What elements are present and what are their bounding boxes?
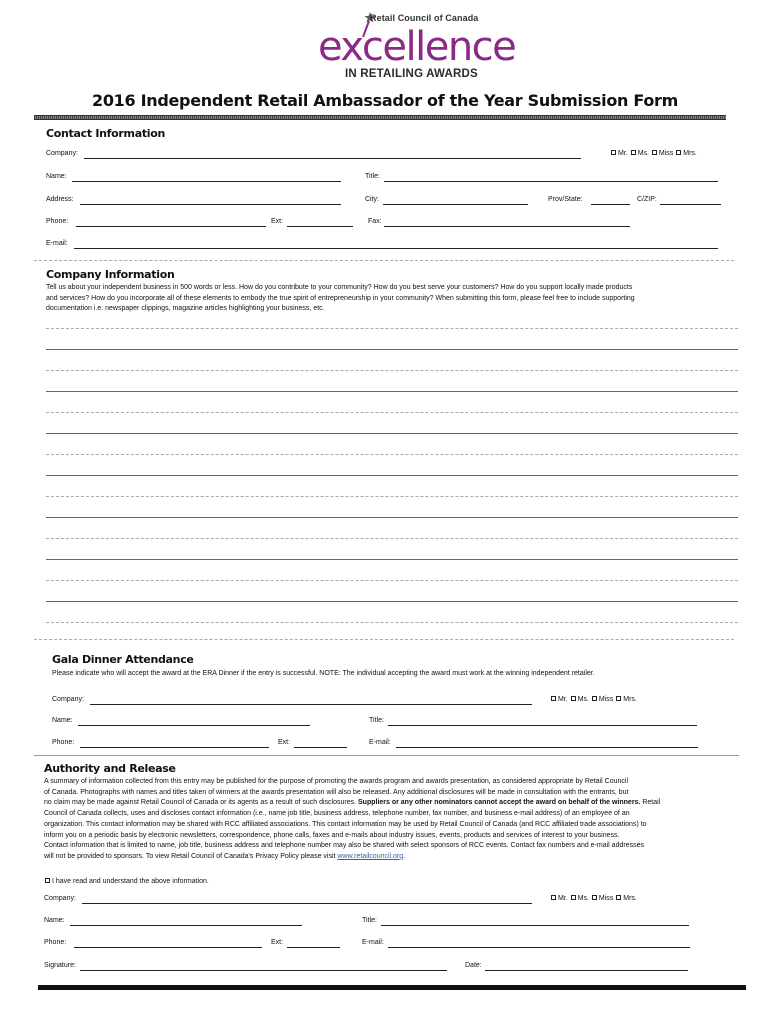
privacy-policy-link[interactable]: www.retailcouncil.org bbox=[337, 852, 404, 860]
auth-ext-label: Ext: bbox=[271, 939, 284, 946]
contact-zip-field[interactable] bbox=[660, 204, 721, 205]
auth-ext-field[interactable] bbox=[287, 947, 340, 948]
gala-name-label: Name: bbox=[52, 717, 73, 724]
writing-line[interactable] bbox=[46, 433, 738, 434]
form-title: 2016 Independent Retail Ambassador of the Year Submission Form bbox=[91, 91, 679, 110]
contact-name-field[interactable] bbox=[72, 181, 341, 182]
logo-wordmark: excellence bbox=[318, 24, 516, 70]
auth-company-field[interactable] bbox=[82, 903, 532, 904]
contact-address-field[interactable] bbox=[80, 204, 341, 205]
gala-email-field[interactable] bbox=[396, 747, 698, 748]
logo-awards-name: IN RETAILING AWARDS bbox=[345, 68, 478, 80]
auth-phone-label: Phone: bbox=[44, 939, 67, 946]
date-field[interactable] bbox=[485, 970, 688, 971]
acknowledge-checkbox[interactable] bbox=[45, 878, 50, 883]
contact-ext-field[interactable] bbox=[287, 226, 353, 227]
writing-line[interactable] bbox=[46, 580, 738, 581]
writing-line[interactable] bbox=[46, 517, 738, 518]
writing-line[interactable] bbox=[46, 370, 738, 371]
excellence-logo bbox=[300, 10, 516, 86]
contact-prov-field[interactable] bbox=[591, 204, 630, 205]
contact-phone-field[interactable] bbox=[76, 226, 266, 227]
contact-name-label: Name: bbox=[46, 173, 67, 180]
gala-heading: Gala Dinner Attendance bbox=[52, 653, 194, 666]
authority-heading: Authority and Release bbox=[44, 762, 176, 775]
writing-line[interactable] bbox=[46, 538, 738, 539]
auth-salutation-group[interactable]: Mr. Ms. Miss Mrs. bbox=[550, 895, 637, 902]
checkbox-mr[interactable] bbox=[611, 150, 616, 155]
authority-text: A summary of information collected from this entry may be published for the purpose of promoting the awards program and awards presentation, as considered appropriate by Retail Council of Canada. Photographs with names and titles taken of winners at the awards presentation will also be released. Any additional disclosures will be made in consultation with the entrants, but no claim may be made against Retail Council of Canada or its agents as a result of such disclosures. Suppliers or any other nominators cannot accept the award on behalf of the winners. Retail Council of Canada collects, uses and discloses contact information (i.e., name job title, business address, telephone number, fax number, and business e-mail address) of an employee of an organization. This contact information may be shared with RCC affiliated associations. This contact information may be used by Retail Council of Canada (and RCC affiliated trade associations) to inform you on a periodic basis by electronic newsletters, correspondence, phone calls, faxes and e-mails about industry issues, events, products and services of interest to your business. Contact information that is limited to name, job title, business address and telephone number may also be shared with select sponsors of RCC events. Contact fax numbers and e-mail addresses will not be provided to sponsors. To view Retail Council of Canada's Privacy Policy please visit www.retailcouncil.org. bbox=[44, 778, 661, 860]
gala-company-field[interactable] bbox=[90, 704, 532, 705]
contact-address-label: Address: bbox=[46, 196, 74, 203]
contact-phone-label: Phone: bbox=[46, 218, 69, 225]
contact-company-label: Company: bbox=[46, 150, 78, 157]
checkbox-mrs[interactable] bbox=[676, 150, 681, 155]
writing-line[interactable] bbox=[46, 412, 738, 413]
company-info-instructions: Tell us about your independent business in 500 words or less. How do you contribute to your community? How do you best serve your customers? How do you support locally made products and services? How do you incorporate all of these elements to embody the true spirit of entrepreneurship in your community? When submitting this form, please feel free to include supporting documentation i.e. newspaper clippings, magazine articles highlighting your business, etc. bbox=[46, 284, 635, 313]
contact-title-label: Title: bbox=[365, 173, 380, 180]
acknowledge-label: I have read and understand the above information. bbox=[52, 878, 209, 885]
checkbox-miss[interactable] bbox=[592, 696, 597, 701]
auth-name-field[interactable] bbox=[70, 925, 302, 926]
contact-city-field[interactable] bbox=[383, 204, 528, 205]
contact-heading: Contact Information bbox=[46, 127, 166, 140]
company-info-heading: Company Information bbox=[46, 268, 175, 281]
gala-name-field[interactable] bbox=[78, 725, 310, 726]
auth-email-field[interactable] bbox=[388, 947, 690, 948]
signature-label: Signature: bbox=[44, 962, 76, 969]
contact-email-label: E-mail: bbox=[46, 240, 68, 247]
gala-title-field[interactable] bbox=[388, 725, 697, 726]
logo-org-name: Retail Council of Canada bbox=[370, 13, 479, 23]
auth-company-label: Company: bbox=[44, 895, 76, 902]
auth-phone-field[interactable] bbox=[74, 947, 262, 948]
contact-city-label: City: bbox=[365, 196, 379, 203]
auth-name-label: Name: bbox=[44, 917, 65, 924]
contact-ext-label: Ext: bbox=[271, 218, 284, 225]
section-divider bbox=[34, 260, 734, 261]
gala-email-label: E-mail: bbox=[369, 739, 391, 746]
checkbox-miss[interactable] bbox=[652, 150, 657, 155]
checkbox-mr[interactable] bbox=[551, 895, 556, 900]
gala-phone-field[interactable] bbox=[80, 747, 269, 748]
writing-line[interactable] bbox=[46, 454, 738, 455]
section-divider bbox=[34, 639, 734, 640]
contact-salutation-group[interactable]: Mr. Ms. Miss Mrs. bbox=[610, 150, 697, 157]
writing-line[interactable] bbox=[46, 391, 738, 392]
gala-ext-field[interactable] bbox=[294, 747, 347, 748]
checkbox-ms[interactable] bbox=[631, 150, 636, 155]
date-label: Date: bbox=[465, 962, 482, 969]
contact-fax-field[interactable] bbox=[384, 226, 630, 227]
gala-note: Please indicate who will accept the award at the ERA Dinner if the entry is successful. NOTE: The individual accepting the award must work at the winning independent retailer. bbox=[52, 670, 595, 677]
writing-line[interactable] bbox=[46, 559, 738, 560]
contact-prov-label: Prov/State: bbox=[548, 196, 583, 203]
auth-title-field[interactable] bbox=[381, 925, 689, 926]
writing-line[interactable] bbox=[46, 475, 738, 476]
gala-title-label: Title: bbox=[369, 717, 384, 724]
contact-email-field[interactable] bbox=[74, 248, 718, 249]
gala-phone-label: Phone: bbox=[52, 739, 75, 746]
writing-line[interactable] bbox=[46, 601, 738, 602]
checkbox-miss[interactable] bbox=[592, 895, 597, 900]
contact-company-field[interactable] bbox=[84, 158, 581, 159]
writing-line[interactable] bbox=[46, 496, 738, 497]
writing-line[interactable] bbox=[46, 622, 738, 623]
gala-salutation-group[interactable]: Mr. Ms. Miss Mrs. bbox=[550, 696, 637, 703]
checkbox-ms[interactable] bbox=[571, 696, 576, 701]
auth-title-label: Title: bbox=[362, 917, 377, 924]
gala-ext-label: Ext: bbox=[278, 739, 291, 746]
checkbox-ms[interactable] bbox=[571, 895, 576, 900]
acknowledge-checkbox-row[interactable] bbox=[44, 878, 209, 885]
contact-title-field[interactable] bbox=[384, 181, 718, 182]
auth-email-label: E-mail: bbox=[362, 939, 384, 946]
writing-line[interactable] bbox=[46, 328, 738, 329]
checkbox-mrs[interactable] bbox=[616, 895, 621, 900]
section-divider bbox=[34, 755, 739, 756]
signature-field[interactable] bbox=[80, 970, 447, 971]
contact-zip-label: C/ZIP: bbox=[637, 196, 657, 203]
contact-fax-label: Fax: bbox=[368, 218, 382, 225]
gala-company-label: Company: bbox=[52, 696, 84, 703]
title-divider bbox=[34, 115, 726, 120]
footer-bar bbox=[38, 985, 746, 990]
writing-line[interactable] bbox=[46, 349, 738, 350]
checkbox-mrs[interactable] bbox=[616, 696, 621, 701]
checkbox-mr[interactable] bbox=[551, 696, 556, 701]
